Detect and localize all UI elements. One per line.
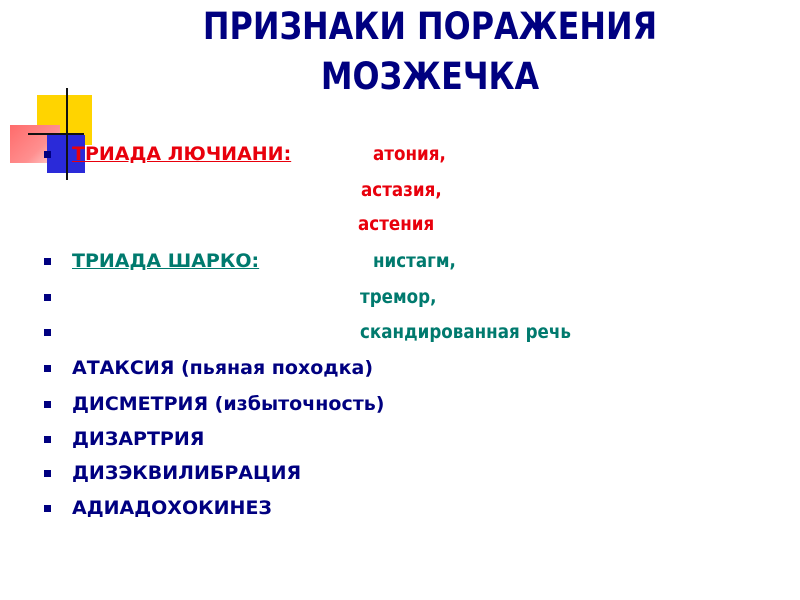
bullet-icon: [44, 401, 51, 408]
list-item-triad-charcot: [0, 245, 800, 281]
list-item-triad-charcot-cont-1: [0, 281, 800, 317]
slide-title: [172, 2, 688, 102]
bullet-icon: [44, 470, 51, 477]
list-item-sign: [0, 492, 800, 528]
triad-charcot-label: ТРИАДА ШАРКО:: [72, 250, 260, 272]
list-item-triad-charcot-cont-2: [0, 316, 800, 352]
sign-dysarthria: ДИЗАРТРИЯ: [72, 428, 205, 450]
triad-charcot-item-2: тремор,: [360, 286, 437, 308]
bullet-icon: [44, 151, 51, 158]
triad-charcot-item-1: нистагм,: [373, 250, 456, 272]
list-item-sign: [0, 388, 800, 424]
slide-title-line-2: МОЗЖЕЧКА: [320, 55, 540, 98]
sign-dysmetria: ДИСМЕТРИЯ (избыточность): [72, 393, 385, 415]
triad-luciani-item-1: атония,: [373, 143, 446, 165]
bullet-icon: [44, 436, 51, 443]
logo-horizontal-line: [28, 133, 84, 135]
bullet-icon: [44, 329, 51, 336]
slide-title-line-1: ПРИЗНАКИ ПОРАЖЕНИЯ: [202, 5, 658, 48]
bullet-icon: [44, 258, 51, 265]
bullet-icon: [44, 505, 51, 512]
list-item-triad-luciani: [0, 138, 800, 174]
triad-luciani-label: ТРИАДА ЛЮЧИАНИ:: [72, 143, 292, 165]
list-item-sign: [0, 457, 800, 493]
bullet-icon: [44, 365, 51, 372]
list-item-sign: [0, 423, 800, 459]
bullet-icon: [44, 294, 51, 301]
triad-charcot-item-3: скандированная речь: [360, 321, 571, 343]
list-item-triad-luciani-cont-1: [0, 174, 800, 210]
list-item-triad-luciani-cont-2: [0, 208, 800, 244]
triad-luciani-item-3: астения: [358, 213, 435, 235]
triad-luciani-item-2: астазия,: [361, 179, 442, 201]
list-item-sign: [0, 352, 800, 388]
sign-ataxia: АТАКСИЯ (пьяная походка): [72, 357, 374, 379]
sign-adiadochokinesis: АДИАДОХОКИНЕЗ: [72, 497, 272, 519]
sign-disequilibrium: ДИЗЭКВИЛИБРАЦИЯ: [72, 462, 302, 484]
